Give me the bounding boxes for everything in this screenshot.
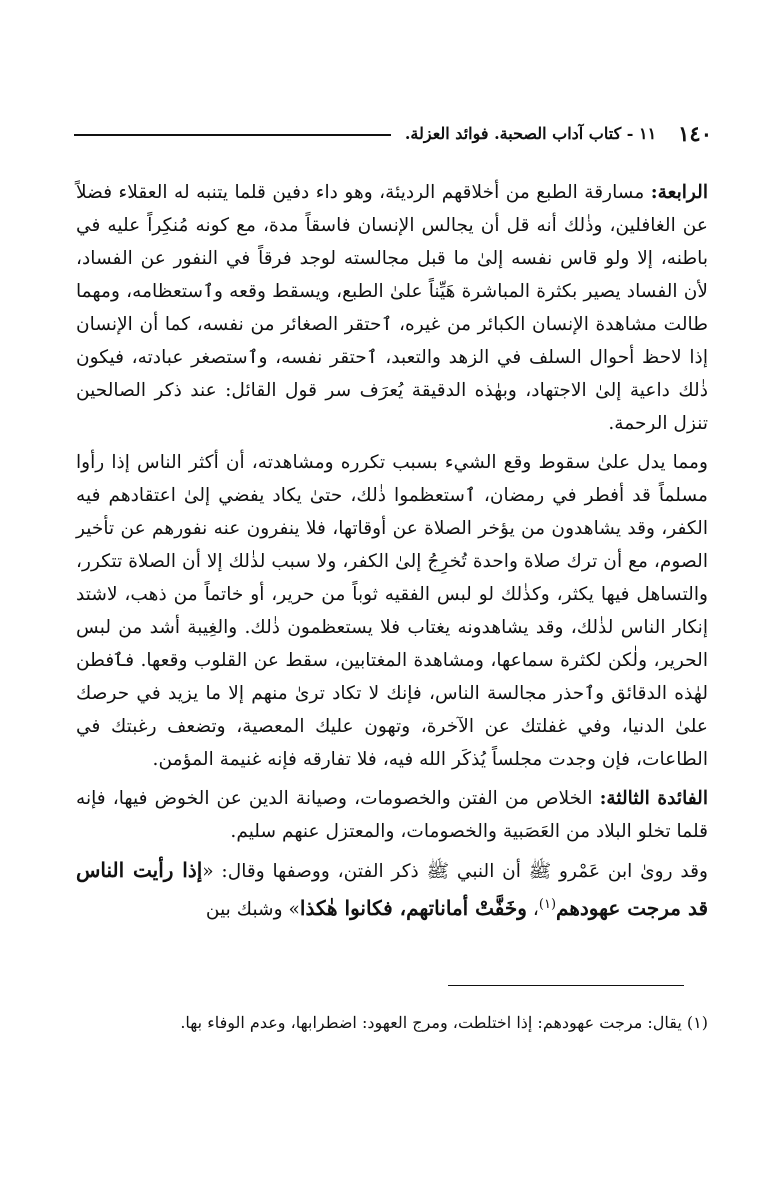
footnote-ref: (١) (538, 897, 557, 912)
hadith-intro: وقد روىٰ ابن عَمْرو ﷺ أن النبي ﷺ ذكر الفتن، ووصفها وقال: « (202, 861, 708, 882)
page-header (74, 118, 712, 148)
page-number: ١٤٠ (678, 120, 712, 146)
footnote-marker: (١) (686, 1013, 708, 1032)
running-head: ١١ - كتاب آداب الصحبة. فوائد العزلة. (404, 123, 657, 143)
paragraph (76, 446, 708, 776)
paragraph-text: مسارقة الطبع من أخلاقهم الرديئة، وهو داء دفين قلما يتنبه له العقلاء فضلاً عن الغافلين، وذٰلك أنه قل أن يجالس الإنسان فاسقاً مدة، مع كونه مُنكِراً عليه في باطنه، إلا ولو قاس نفسه إلىٰ ما قبل مجالسته لوجد فرقاً في النفور عن الفساد، لأن الفساد يصير بكثرة المباشرة هَيِّناً علىٰ الطبع، ويسقط وقعه وٱستعظامه، ومهما طالت مشاهدة الإنسان الكبائر من غيره، ٱحتقر الصغائر من نفسه، كما أن الإنسان إذا لاحظ أحوال السلف في الزهد والتعبد، ٱحتقر نفسه، وٱستصغر عبادته، فيكون ذٰلك داعية إلىٰ الاجتهاد، وبهٰذه الدقيقة يُعرَف سر قول القائل: عند ذكر الصالحين تنزل الرحمة. (76, 182, 708, 434)
hadith-end: » وشبك بين (205, 899, 300, 921)
paragraph-lead: الفائدة الثالثة: (599, 788, 708, 809)
paragraph-text: ومما يدل علىٰ سقوط وقع الشيء بسبب تكرره ومشاهدته، أن أكثر الناس إذا رأوا مسلماً قد أفطر في رمضان، ٱستعظموا ذٰلك، حتىٰ يكاد يفضي إلىٰ اعتقادهم فيه الكفر، وقد يشاهدون من يؤخر الصلاة عن أوقاتها، فلا ينفرون عنه نفورهم عن تأخير الصوم، مع أن ترك صلاة واحدة تُخرِجُ إلىٰ الكفر، ولا سبب لذٰلك إلا أن الصلاة تتكرر، والتساهل فيها يكثر، وكذٰلك لو لبس الفقيه ثوباً من حرير، أو خاتماً من ذهب، لاشتد إنكار الناس لذٰلك، وقد يشاهدونه يغتاب فلا يستعظمون ذٰلك. والغِيبة أشد من لبس الحرير، ولٰكن لكثرة سماعها، ومشاهدة المغتابين، سقط عن القلوب وقعها. فٱفطن لهٰذه الدقائق وٱحذر مجالسة الناس، فإنك لا تكاد ترىٰ منهم إلا ما يزيد في حرصك علىٰ الدنيا، وفي غفلتك عن الآخرة، وتهون عليك المعصية، وتضعف رغبتك في الطاعات، فإن وجدت مجلساً يُذكَر الله فيه، فلا تفارقه فإنه غنيمة المؤمن. (76, 452, 708, 770)
paragraph-text: الخلاص من الفتن والخصومات، وصيانة الدين عن الخوض فيها، فإنه قلما تخلو البلاد من العَصَبية والخصومات، والمعتزل عنهم سليم. (76, 788, 708, 842)
paragraph (76, 782, 708, 848)
footnote (76, 1008, 708, 1038)
hadith-quote-2: وخَفَّتْ أماناتهم، فكانوا هٰكذا (299, 896, 527, 921)
paragraph-hadith (76, 854, 708, 926)
hadith-sep: ، (526, 899, 539, 921)
paragraph-lead: الرابعة: (650, 182, 708, 203)
body-text (76, 176, 708, 932)
paragraph (76, 176, 708, 440)
hadith-quote-1: إذا رأيت الناس قد مرجت عهودهم (76, 858, 708, 921)
footnote-rule (448, 985, 684, 986)
footnote-text: يقال: مرجت عهودهم: إذا اختلطت، ومرج العهود: اضطرابها، وعدم الوفاء بها. (180, 1013, 687, 1032)
header-rule (74, 134, 391, 136)
